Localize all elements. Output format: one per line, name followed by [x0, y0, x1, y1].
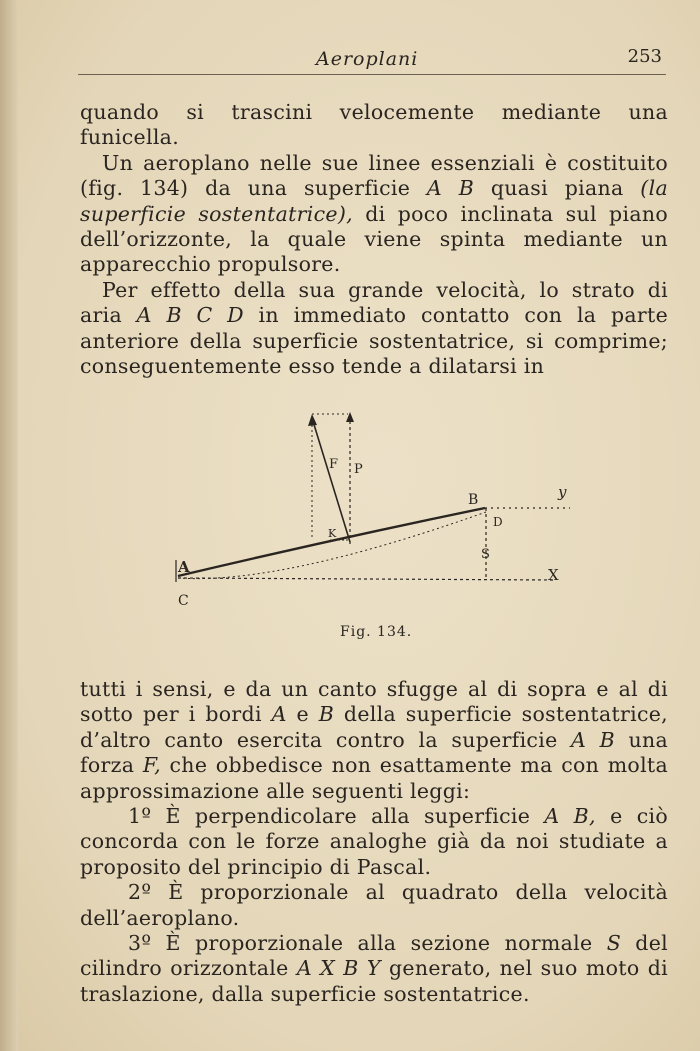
- label-s: S: [481, 547, 490, 562]
- paragraph-4: tutti i sensi, e da un canto sfugge al di sopra e al di sotto per i bordi A e B della superficie sostentatrice, d’altro canto esercita contro la superficie A B una forza F, che obbedisce non esattamente ma con molta approssimazione alle seguenti leggi:: [80, 677, 668, 803]
- arrowhead-f: [308, 414, 317, 426]
- air-layer-curve: [178, 512, 486, 579]
- page-number: 253: [627, 46, 662, 67]
- paragraph-1: quando si trascini velocemente mediante una funicella.: [80, 100, 668, 150]
- label-p: P: [354, 462, 363, 477]
- text-block-top: [80, 100, 668, 379]
- label-k: K: [328, 527, 337, 540]
- figure-134: [160, 400, 590, 620]
- label-y: y: [558, 483, 567, 501]
- label-b: B: [468, 492, 479, 508]
- page-gutter: [0, 0, 18, 1051]
- label-c: C: [178, 593, 189, 609]
- law-2: 2º È proporzionale al quadrato della velocità dell’aeroplano.: [80, 880, 668, 930]
- paragraph-2: Un aeroplano nelle sue linee essenziali è costituito (fig. 134) da una superficie A B quasi piana (la superficie sostentatrice), di poco inclinata sul piano dell’orizzonte, la quale viene spinta mediante un apparecchio propulsore.: [80, 150, 668, 277]
- surface-ab: [178, 508, 485, 576]
- law-3: 3º È proporzionale alla sezione normale S del cilindro orizzontale A X B Y generato, nel suo moto di traslazione, dalla superficie sostentatrice.: [80, 931, 669, 1006]
- label-f: F: [329, 457, 339, 472]
- text-block-bottom: [80, 677, 668, 1007]
- page-header: [78, 44, 666, 75]
- running-title: Aeroplani: [316, 48, 419, 70]
- figure-caption: Fig. 134.: [340, 624, 413, 640]
- horizontal-line-cx: [178, 578, 555, 580]
- paragraph-3: Per effetto della sua grande velocità, lo strato di aria A B C D in immediato contatto con la parte anteriore della superficie sostentatrice, si comprime; conseguentemente esso tende a dilatarsi in: [80, 277, 669, 379]
- force-f: [312, 418, 350, 542]
- law-1: 1º È perpendicolare alla superficie A B, e ciò concorda con le forze analoghe già da noi studiate a proposito del principio di Pascal.: [80, 804, 668, 879]
- label-a: A: [178, 558, 190, 576]
- label-d: D: [493, 515, 503, 529]
- label-x: X: [548, 566, 559, 584]
- aeroplane-diagram: [160, 400, 590, 620]
